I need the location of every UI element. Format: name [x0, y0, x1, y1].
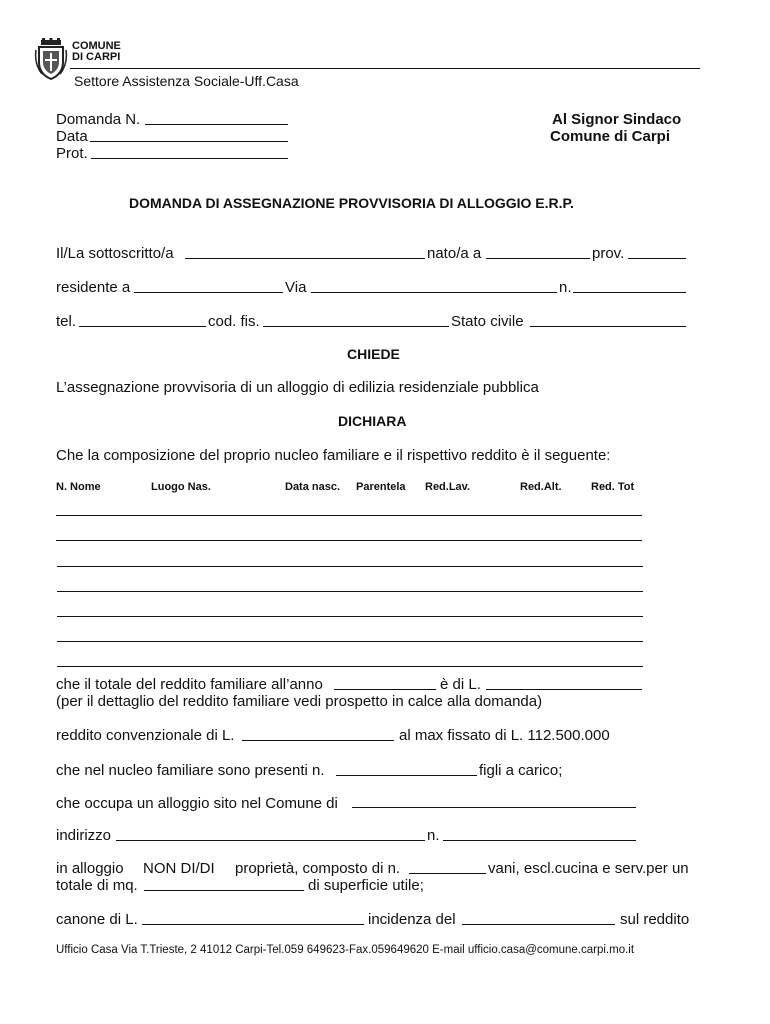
- table-header-parentela: Parentela: [356, 481, 406, 493]
- domanda-field[interactable]: [145, 124, 288, 125]
- prot-label: Prot.: [56, 145, 88, 162]
- reddito-convenzionale-label: reddito convenzionale di L.: [56, 727, 235, 744]
- vani-label: vani, escl.cucina e serv.per un: [488, 860, 689, 877]
- totale-mq-label: totale di mq.: [56, 877, 138, 894]
- reddito-note: (per il dettaglio del reddito familiare vedi prospetto in calce alla domanda): [56, 693, 543, 710]
- alloggio-comune-field[interactable]: [352, 807, 636, 808]
- civico-field[interactable]: [573, 292, 686, 293]
- reddito-di-l-label: è di L.: [440, 676, 481, 693]
- canone-label: canone di L.: [56, 911, 138, 928]
- data-label: Data: [56, 128, 88, 145]
- sottoscritto-field[interactable]: [185, 258, 425, 259]
- prot-field[interactable]: [91, 158, 288, 159]
- table-header-nome: N. Nome: [56, 481, 101, 493]
- alloggio-comune-label: che occupa un alloggio sito nel Comune di: [56, 795, 338, 812]
- canone-field[interactable]: [142, 924, 364, 925]
- residente-label: residente a: [56, 279, 131, 296]
- stato-civile-label: Stato civile: [451, 313, 524, 330]
- logo-text-comune: COMUNE: [72, 40, 121, 52]
- superficie-label: di superficie utile;: [308, 877, 424, 894]
- chiede-text: L’assegnazione provvisoria di un alloggio di edilizia residenziale pubblica: [56, 379, 539, 396]
- reddito-anno-field[interactable]: [334, 689, 436, 690]
- tel-field[interactable]: [79, 326, 206, 327]
- table-header-red-tot: Red. Tot: [591, 481, 635, 493]
- document-title: DOMANDA DI ASSEGNAZIONE PROVVISORIA DI ALLOGGIO E.R.P.: [129, 195, 574, 211]
- header-rule: [70, 68, 700, 69]
- reddito-totale-label: che il totale del reddito familiare all’anno: [56, 676, 323, 693]
- table-row[interactable]: [57, 566, 643, 567]
- addressee-line2: Comune di Carpi: [550, 128, 671, 145]
- nucleo-figli-label: figli a carico;: [479, 762, 563, 779]
- via-label: Via: [285, 279, 307, 296]
- indirizzo-label: indirizzo: [56, 827, 112, 844]
- prov-field[interactable]: [628, 258, 686, 259]
- nato-label: nato/a a: [427, 245, 482, 262]
- dichiara-intro: Che la composizione del proprio nucleo familiare e il rispettivo reddito è il seguente:: [56, 447, 611, 464]
- domanda-label: Domanda N.: [56, 111, 141, 128]
- proprieta-label: proprietà, composto di n.: [235, 860, 401, 877]
- residente-field[interactable]: [134, 292, 283, 293]
- non-di-label: NON DI/DI: [143, 860, 215, 877]
- table-header-luogo: Luogo Nas.: [151, 481, 211, 493]
- stato-civile-field[interactable]: [530, 326, 686, 327]
- sector-name: Settore Assistenza Sociale-Uff.Casa: [74, 73, 299, 89]
- table-header-red-alt: Red.Alt.: [520, 481, 562, 493]
- chiede-heading: CHIEDE: [347, 346, 400, 362]
- codfis-label: cod. fis.: [208, 313, 260, 330]
- sottoscritto-label: Il/La sottoscritto/a: [56, 245, 174, 262]
- table-row[interactable]: [57, 591, 643, 592]
- prov-label: prov.: [592, 245, 625, 262]
- data-field[interactable]: [90, 141, 288, 142]
- sul-reddito-label: sul reddito: [620, 911, 690, 928]
- table-header-red-lav: Red.Lav.: [425, 481, 471, 493]
- table-row[interactable]: [57, 666, 643, 667]
- table-row[interactable]: [56, 540, 642, 541]
- footer-contacts: Ufficio Casa Via T.Trieste, 2 41012 Carpi-Tel.059 649623-Fax.059649620 E-mail ufficio.casa@comune.carpi.mo.it: [56, 944, 635, 956]
- table-row[interactable]: [56, 515, 642, 516]
- comune-crest-logo: [34, 38, 68, 80]
- nucleo-presenti-label: che nel nucleo familiare sono presenti n.: [56, 762, 325, 779]
- nucleo-presenti-field[interactable]: [336, 775, 477, 776]
- reddito-convenzionale-field[interactable]: [242, 740, 394, 741]
- reddito-importo-field[interactable]: [486, 689, 642, 690]
- codfis-field[interactable]: [263, 326, 449, 327]
- totale-mq-field[interactable]: [144, 890, 304, 891]
- table-header-data-nasc: Data nasc.: [285, 481, 341, 493]
- tel-label: tel.: [56, 313, 77, 330]
- indirizzo-civico-label: n.: [427, 827, 440, 844]
- vani-field[interactable]: [409, 873, 486, 874]
- logo-text-di-carpi: DI CARPI: [72, 51, 121, 63]
- incidenza-field[interactable]: [462, 924, 615, 925]
- reddito-max-label: al max fissato di L. 112.500.000: [399, 727, 610, 744]
- indirizzo-field[interactable]: [116, 840, 425, 841]
- via-field[interactable]: [311, 292, 557, 293]
- nato-field[interactable]: [486, 258, 590, 259]
- incidenza-label: incidenza del: [368, 911, 456, 928]
- indirizzo-civico-field[interactable]: [443, 840, 636, 841]
- addressee-line1: Al Signor Sindaco: [552, 111, 682, 128]
- dichiara-heading: DICHIARA: [338, 413, 407, 429]
- table-row[interactable]: [57, 616, 643, 617]
- in-alloggio-label: in alloggio: [56, 860, 124, 877]
- civico-label: n.: [559, 279, 572, 296]
- table-row[interactable]: [57, 641, 643, 642]
